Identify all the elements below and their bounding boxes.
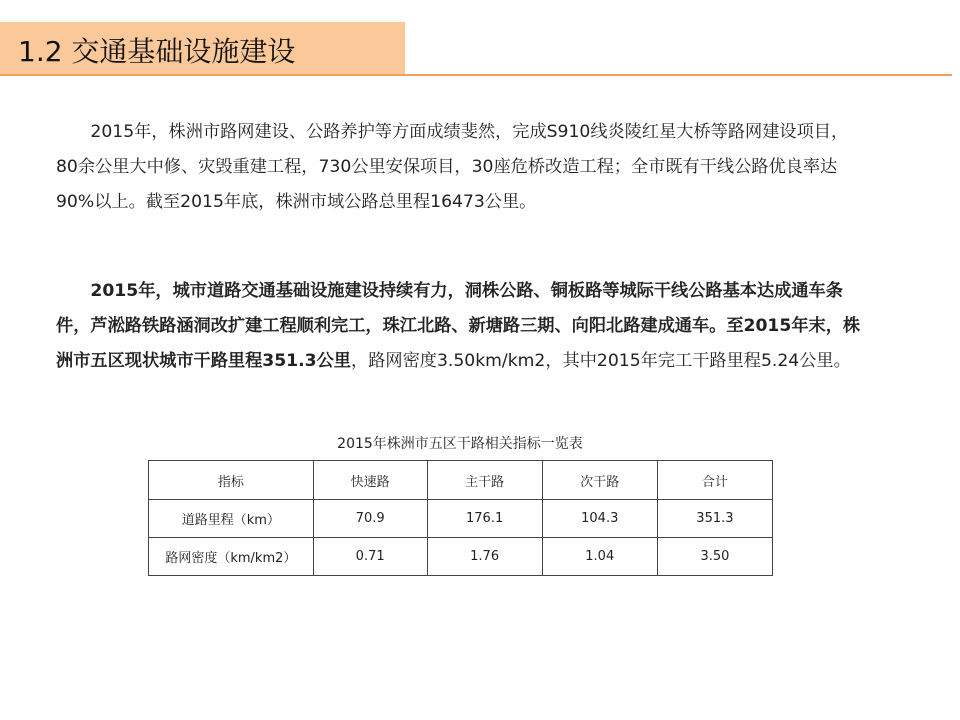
- indicator-table: [148, 460, 773, 576]
- paragraph-2-normal-text: ，路网密度3.50km/km2，其中2015年完工干路里程5.24公里。: [351, 351, 851, 371]
- table-cell: 道路里程（km）: [149, 500, 314, 538]
- slide-title: 1.2 交通基础设施建设: [18, 35, 296, 68]
- table-cell: 104.3: [542, 500, 657, 538]
- paragraph-1: 2015年，株洲市路网建设、公路养护等方面成绩斐然，完成S910线炎陵红星大桥等路网建设项目，80余公里大中修、灾毁重建工程，730公里安保项目，30座危桥改造工程；全市既有干线公路优良率达90%以上。截至2015年底，株洲市域公路总里程16473公里。: [56, 122, 849, 212]
- table-cell: 1.04: [542, 538, 657, 576]
- table-caption: 2015年株洲市五区干路相关指标一览表: [337, 436, 583, 452]
- table-cell: 70.9: [313, 500, 427, 538]
- header-cell-arterial: 主干路: [427, 461, 542, 500]
- header-cell-expressway: 快速路: [313, 461, 427, 500]
- header-cell-indicator: 指标: [149, 461, 314, 500]
- table-row: [149, 538, 773, 576]
- paragraph-2: [56, 274, 868, 379]
- table-cell: 0.71: [313, 538, 427, 576]
- title-divider: [0, 74, 952, 76]
- table-cell: 351.3: [657, 500, 772, 538]
- table-header-row: [149, 461, 773, 500]
- header-cell-total: 合计: [657, 461, 772, 500]
- table-cell: 1.76: [427, 538, 542, 576]
- header-cell-secondary: 次干路: [542, 461, 657, 500]
- table-cell: 3.50: [657, 538, 772, 576]
- table-row: [149, 500, 773, 538]
- table-cell: 路网密度（km/km2）: [149, 538, 314, 576]
- table-cell: 176.1: [427, 500, 542, 538]
- paragraph-2-bold-text: 2015年，城市道路交通基础设施建设持续有力，洞株公路、铜板路等城际干线公路基本达成通车条件，芦淞路铁路涵洞改扩建工程顺利完工，珠江北路、新塘路三期、向阳北路建成通车。至2015年末，株洲市五区现状城市干路里程351.3公里: [56, 281, 861, 371]
